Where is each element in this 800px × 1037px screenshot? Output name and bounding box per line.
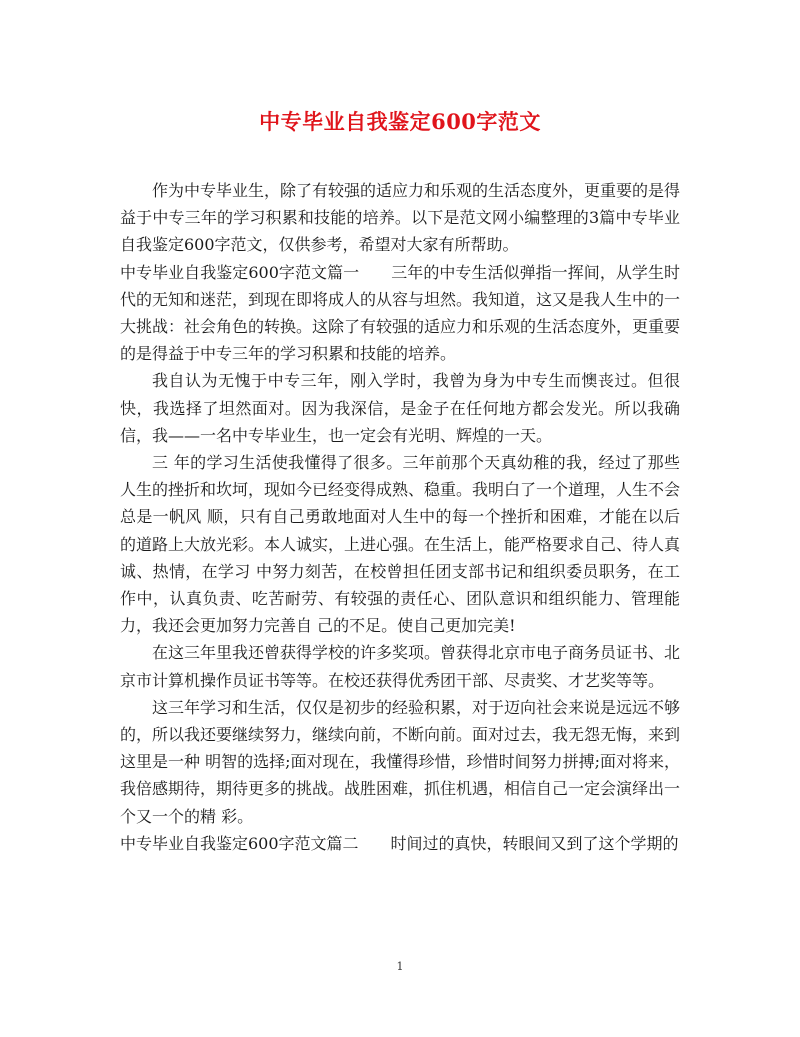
paragraph-awards: 在这三年里我还曾获得学校的许多奖项。曾获得北京市电子商务员证书、北京市计算机操作员证书等等。在校还获得优秀团干部、尽责奖、才艺奖等等。 bbox=[120, 643, 681, 690]
paragraph-study-life: 三 年的学习生活使我懂得了很多。三年前那个天真幼稚的我，经过了那些人生的挫折和坎坷，现如今已经变得成熟、稳重。我明白了一个道理，人生不会总是一帆风 顺，只有自己勇敢地面对人生中的每一个挫折和困难，才能在以后的道路上大放光彩。本人诚实，上进心强。在生活上，能严格要求自己、待人真诚、热情，在学习 中努力刻苦，在校曾担任团支部书记和组织委员职务，在工作中，认真负责、吃苦耐劳、有较强的责任心、团队意识和组织能力、管理能力，我还会更加努力完善自 己的不足。使自己更加完美! bbox=[120, 453, 681, 636]
page-number: 1 bbox=[396, 960, 404, 973]
paragraph-section-one-heading: 中专毕业自我鉴定600字范文篇一 三年的中专生活似弹指一挥间，从学生时代的无知和迷茫，到现在即将成人的从容与坦然。我知道，这又是我人生中的一大挑战：社会角色的转换。这除了有较强的适应力和乐观的生活态度外，更重要的是得益于中专三年的学习积累和技能的培养。 bbox=[120, 262, 681, 364]
paragraph-conclusion: 这三年学习和生活，仅仅是初步的经验积累，对于迈向社会来说是远远不够的，所以我还要继续努力，继续向前，不断向前。面对过去，我无怨无悔，来到这里是一种 明智的选择;面对现在，我懂得珍惜，珍惜时间努力拼搏;面对将来，我倍感期待，期待更多的挑战。战胜困难，抓住机遇，相信自己一定会演绎出一个又一个的精 彩。 bbox=[120, 697, 681, 826]
paragraph-self-assessment: 我自认为无愧于中专三年，刚入学时，我曾为身为中专生而懊丧过。但很快，我选择了坦然面对。因为我深信，是金子在任何地方都会发光。所以我确信，我——一名中专毕业生，也一定会有光明、辉煌的一天。 bbox=[120, 371, 680, 445]
paragraph-section-two-heading: 中专毕业自我鉴定600字范文篇二 时间过的真快，转眼间又到了这个学期的 bbox=[120, 833, 679, 853]
document-body bbox=[120, 177, 680, 857]
paragraph-intro: 作为中专毕业生，除了有较强的适应力和乐观的生活态度外，更重要的是得益于中专三年的学习积累和技能的培养。以下是范文网小编整理的3篇中专毕业自我鉴定600字范文，仅供参考，希望对大家有所帮助。 bbox=[120, 181, 681, 255]
document-title: 中专毕业自我鉴定600字范文 bbox=[259, 109, 541, 134]
